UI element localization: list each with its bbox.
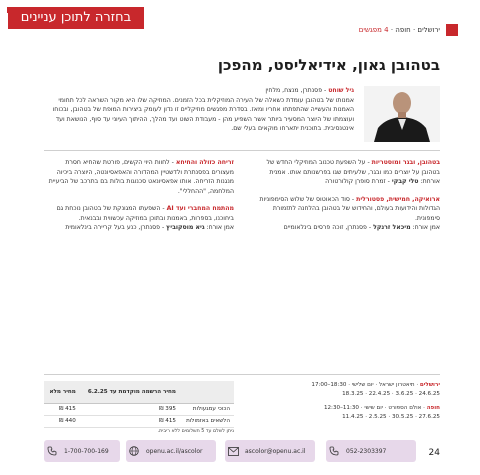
phone-link[interactable] — [326, 440, 416, 462]
email-link[interactable] — [225, 440, 315, 462]
session-paragraph — [44, 158, 234, 196]
table-cell: הלשאים באזמולות — [180, 415, 234, 427]
column-header: מחיר הרשמה מוקדמת עד 6.2.25 — [80, 381, 180, 403]
schedule-dates: 27.6.25 · 30.5.25 · 2.5.25 · 11.4.25 — [342, 413, 440, 420]
session-text: - לחוות היוי הקשים, פורטת שהחיא חסרת מעצורים בפסנתרת ולדשטיין המהדורה והאפאסיונטה, היוצרה ביכיוה מנגנות הזריחה. אותו אפאסיונאט סכנוגות בולות בם בתרכב של הביעיית המלחמה, "ההחללי". — [48, 159, 234, 195]
session-text: - על השפעת טכנוב המוזיקלי החדש של בטהובן על יוצרים כמו ובגר, שלעיתים שגו בפרשנותם אותו. אמנית אורחת: — [266, 159, 440, 185]
table-cell: 415 ₪ — [44, 403, 80, 415]
guest-description: - פסנתרן, כנע בעל קריירה בינלאומית — [65, 224, 167, 231]
section-marker — [446, 24, 458, 36]
table-row — [44, 415, 234, 427]
divider — [44, 374, 440, 375]
price-footnote: ניתן לשלם עד 5 תשלומים ללא ריבית. — [157, 429, 234, 434]
phone-number: 052-2303397 — [346, 447, 387, 455]
divider — [44, 150, 440, 151]
session-paragraph — [250, 158, 440, 187]
schedule-row — [250, 404, 440, 421]
guest-name: גיא מוסקוביץ — [166, 224, 205, 231]
website-url: openu.ac.il/ascolor — [146, 447, 203, 455]
phone-link[interactable] — [44, 440, 120, 462]
guest-description: - פסנתרן, זוכה פרסים בינלאומיים — [283, 224, 374, 231]
session-title: ארואיקה, חמישית, פסטורלית — [356, 195, 440, 203]
schedule-block — [250, 381, 440, 427]
guest-name: טלי קבקי — [391, 178, 419, 185]
intro-paragraph — [44, 86, 354, 134]
intro-text: אמנותו של בטהובן עומדת כשאלה של העירה המוזיקלית בכל הזמנים. המוזיקה שלו היא מקור השראה לכל תחומי האמנות והעשייה שהתפתחו אחריו ומאז. בסדרת מפגשים מוזיקליים זו נדון לעומק ביצירות המופת של בטהובן, ובכוחו ועוצמתו של היוצר המסעיר ביותר אשר השפיע מהן - מעבודת השוט ועד מהלך, ההיתוך העיוני עד סוף, הנושאת ועד אינטנסיבית. בתוכנית יתארחו מוקאים בעלי שם. — [52, 96, 354, 132]
footer — [0, 436, 480, 466]
session-title: מהתמח המחברי ועד AI — [166, 205, 234, 212]
breadcrumb-separator: · — [388, 26, 396, 34]
breadcrumb-separator: · — [410, 26, 418, 34]
guest-prefix: אמן אורח: — [410, 224, 440, 231]
table-cell: 440 ₪ — [44, 415, 80, 427]
table-cell: 395 ₪ — [80, 403, 180, 415]
lecturer-portrait — [364, 86, 440, 142]
phone-icon — [326, 440, 342, 462]
session-text: - השפעתו המגונקת של בטהובן נוכחת גם ביחוכנו, בספרות, באמנות ובתוכן במוזיקה עכשווית ובבנאית. — [56, 205, 234, 222]
schedule-place: ירושלים — [419, 382, 440, 388]
price-table — [44, 381, 234, 428]
schedule-details: · אולם הספורט · יום שישי · 11:30–12:30 — [323, 405, 427, 411]
guest-description: - זמרת סופרן קולורטורה — [325, 178, 392, 185]
breadcrumb-meetings: 4 מפגשים — [358, 26, 389, 34]
session-title: בטהובן, ובגר ומוסטריות — [371, 159, 440, 166]
website-link[interactable] — [126, 440, 216, 462]
phone-icon — [44, 440, 60, 462]
lecturer-description: - פסנתרן, מנצח, מלחין — [265, 87, 329, 94]
mail-icon — [225, 440, 241, 462]
page-number: 24 — [428, 448, 440, 458]
table-row — [44, 403, 234, 415]
schedule-row — [250, 381, 440, 398]
breadcrumb-section: חופה — [395, 26, 411, 34]
guest-name: מיכאל זרנקל — [373, 224, 411, 231]
table-header-row — [44, 381, 234, 403]
page-title: בטהובן גאון, אידיאליסט, מהפכן — [217, 56, 440, 74]
right-column — [250, 158, 440, 241]
breadcrumb — [359, 26, 440, 34]
phone-number: 1-700-700-169 — [64, 447, 109, 455]
breadcrumb-city: ירושלים — [417, 26, 440, 34]
session-text: - סוד הכאוטוס של שלוש הסימפוניות הגדולות והידועות בעולם, והחידוש של בטהובן בהלחנה לתזמורת סימפונית. — [259, 195, 440, 222]
table-cell: הכוכי עמגעולות — [180, 403, 234, 415]
email-address: ascolor@openu.ac.il — [245, 447, 306, 455]
schedule-details: · תיאטרון ישראל · יום שלישי · 18:30–17:00 — [311, 382, 420, 388]
session-paragraph — [250, 195, 440, 233]
schedule-place: חופה — [426, 405, 440, 411]
schedule-dates: 24.6.25 · 3.6.25 · 22.4.25 · 18.3.25 — [342, 390, 440, 397]
column-header — [180, 381, 234, 403]
session-paragraph — [44, 204, 234, 233]
column-header: מחיר מלא — [44, 381, 80, 403]
lecturer-name: גיל שוחט — [328, 87, 354, 94]
table-cell: 415 ₪ — [80, 415, 180, 427]
left-column — [44, 158, 234, 241]
globe-icon — [126, 440, 142, 462]
guest-prefix: אמן אורח: — [204, 224, 234, 231]
session-title: זריחה כזולה והחיחא — [175, 159, 234, 166]
back-to-toc-button[interactable]: בחזרה לתוכן עניינים — [8, 7, 144, 29]
